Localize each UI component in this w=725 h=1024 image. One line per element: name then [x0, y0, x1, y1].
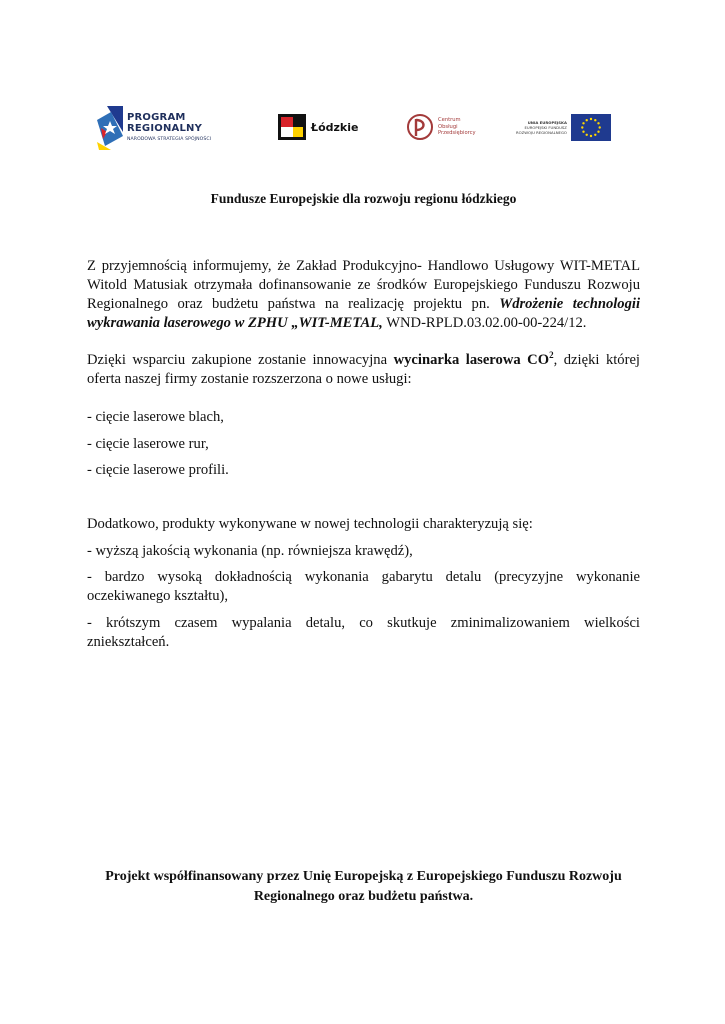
cofinancing-footer: Projekt współfinansowany przez Unię Europejską z Europejskiego Funduszu Rozwoju Regionalnego oraz budżetu państwa.	[105, 869, 622, 904]
project-name: Wdrożenie technologii wykrawania laserowego w ZPHU „WIT-METAL,	[87, 296, 641, 331]
equipment-text-a: Dzięki wsparciu zakupione zostanie innowacyjna	[87, 352, 394, 368]
centrum-emblem-icon	[406, 112, 434, 142]
feature-item: - krótszym czasem wypalania detalu, co skutkuje zminimalizowaniem wielkości zniekształceń.	[87, 615, 640, 650]
centrum-logo-line3: Przedsiębiorcy	[438, 130, 476, 137]
service-item: - cięcie laserowe profili.	[87, 462, 229, 478]
program-logo-line3: NARODOWA STRATEGIA SPÓJNOŚCI	[127, 136, 212, 142]
equipment-paragraph	[87, 351, 640, 389]
document-title: Fundusze Europejskie dla rozwoju regionu łódzkiego	[210, 191, 517, 206]
equipment-text-b: , dzięki której oferta naszej firmy zostanie rozszerzona o nowe usługi:	[87, 352, 640, 387]
program-regionalny-logo	[97, 106, 211, 150]
logo-strip	[0, 100, 725, 160]
intro-text-a: Z przyjemnością informujemy, że Zakład Produkcyjno- Handlowo Usługowy WIT-METAL Witold Matusiak otrzymała dofinansowanie ze środków Europejskiego Funduszu Rozwoju Regionalnego oraz budżetu państwa na realizację projektu pn.	[87, 258, 640, 312]
lodzkie-logo-label: Łódzkie	[311, 120, 359, 134]
eu-logo-line2: EUROPEJSKI FUNDUSZ	[524, 125, 567, 130]
eu-logo	[516, 114, 611, 141]
centrum-logo-line1: Centrum	[438, 117, 461, 124]
lodzkie-logo	[278, 114, 358, 140]
program-regionalny-emblem-icon	[97, 106, 123, 150]
intro-text-b: WND-RPLD.03.02.00-00-224/12.	[382, 315, 587, 331]
feature-item: - bardzo wysoką dokładnością wykonania gabarytu detalu (precyzyjne wykonanie oczekiwanego kształtu),	[87, 569, 640, 604]
program-logo-line2: REGIONALNY	[127, 122, 203, 134]
centrum-obslugi-logo	[406, 112, 476, 142]
lodzkie-emblem-icon	[278, 114, 306, 140]
program-logo-line1: PROGRAM	[127, 111, 186, 123]
eu-logo-line1: UNIA EUROPEJSKA	[527, 120, 567, 125]
feature-item: - wyższą jakością wykonania (np. równiejsza krawędź),	[87, 543, 413, 559]
equipment-name: wycinarka laserowa CO	[393, 352, 550, 368]
equipment-superscript: 2	[549, 350, 554, 361]
service-item: - cięcie laserowe rur,	[87, 436, 209, 452]
eu-flag-icon	[571, 114, 611, 141]
centrum-logo-line2: Obsługi	[438, 123, 458, 130]
features-intro: Dodatkowo, produkty wykonywane w nowej technologii charakteryzują się:	[87, 516, 533, 532]
service-item: - cięcie laserowe blach,	[87, 409, 224, 425]
eu-logo-line3: ROZWOJU REGIONALNEGO	[516, 130, 567, 135]
intro-paragraph	[87, 257, 640, 333]
